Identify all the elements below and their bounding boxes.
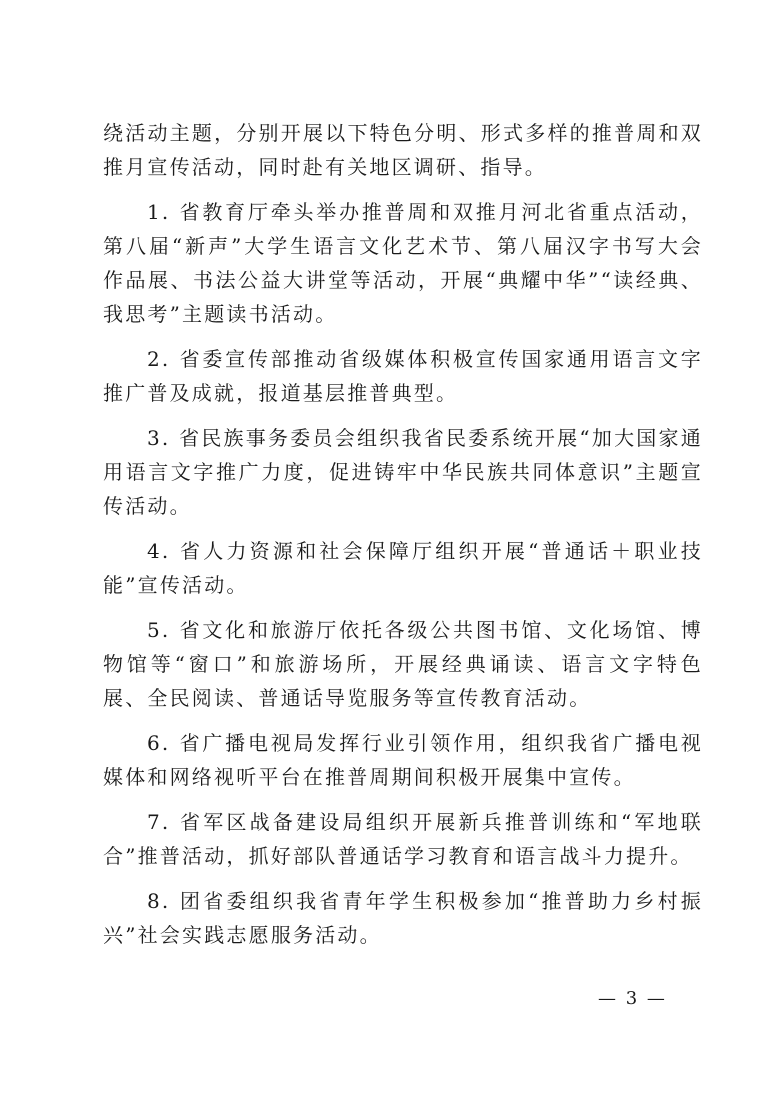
paragraph-item-4: 4. 省人力资源和社会保障厅组织开展“普通话＋职业技能”宣传活动。	[103, 539, 703, 597]
paragraph-item-5: 5. 省文化和旅游厅依托各级公共图书馆、文化场馆、博物馆等“窗口”和旅游场所，开展经典诵读、语言文字特色展、全民阅读、普通话导览服务等宣传教育活动。	[103, 618, 703, 710]
paragraph-item-6: 6. 省广播电视局发挥行业引领作用，组织我省广播电视媒体和网络视听平台在推普周期间积极开展集中宣传。	[103, 731, 703, 789]
paragraph-intro: 绕活动主题，分别开展以下特色分明、形式多样的推普周和双推月宣传活动，同时赴有关地区调研、指导。	[103, 121, 703, 179]
document-body	[103, 116, 703, 952]
paragraph-item-8: 8. 团省委组织我省青年学生积极参加“推普助力乡村振兴”社会实践志愿服务活动。	[103, 889, 703, 947]
paragraph-item-2: 2. 省委宣传部推动省级媒体积极宣传国家通用语言文字推广普及成就，报道基层推普典型。	[103, 347, 703, 405]
paragraph-item-3: 3. 省民族事务委员会组织我省民委系统开展“加大国家通用语言文字推广力度，促进铸牢中华民族共同体意识”主题宣传活动。	[103, 426, 703, 518]
page-number: — 3 —	[598, 988, 667, 1009]
paragraph-item-7: 7. 省军区战备建设局组织开展新兵推普训练和“军地联合”推普活动，抓好部队普通话学习教育和语言战斗力提升。	[103, 810, 703, 868]
paragraph-item-1: 1. 省教育厅牵头举办推普周和双推月河北省重点活动，第八届“新声”大学生语言文化艺术节、第八届汉字书写大会作品展、书法公益大讲堂等活动，开展“典耀中华”“读经典、我思考”主题读书活动。	[103, 200, 703, 326]
